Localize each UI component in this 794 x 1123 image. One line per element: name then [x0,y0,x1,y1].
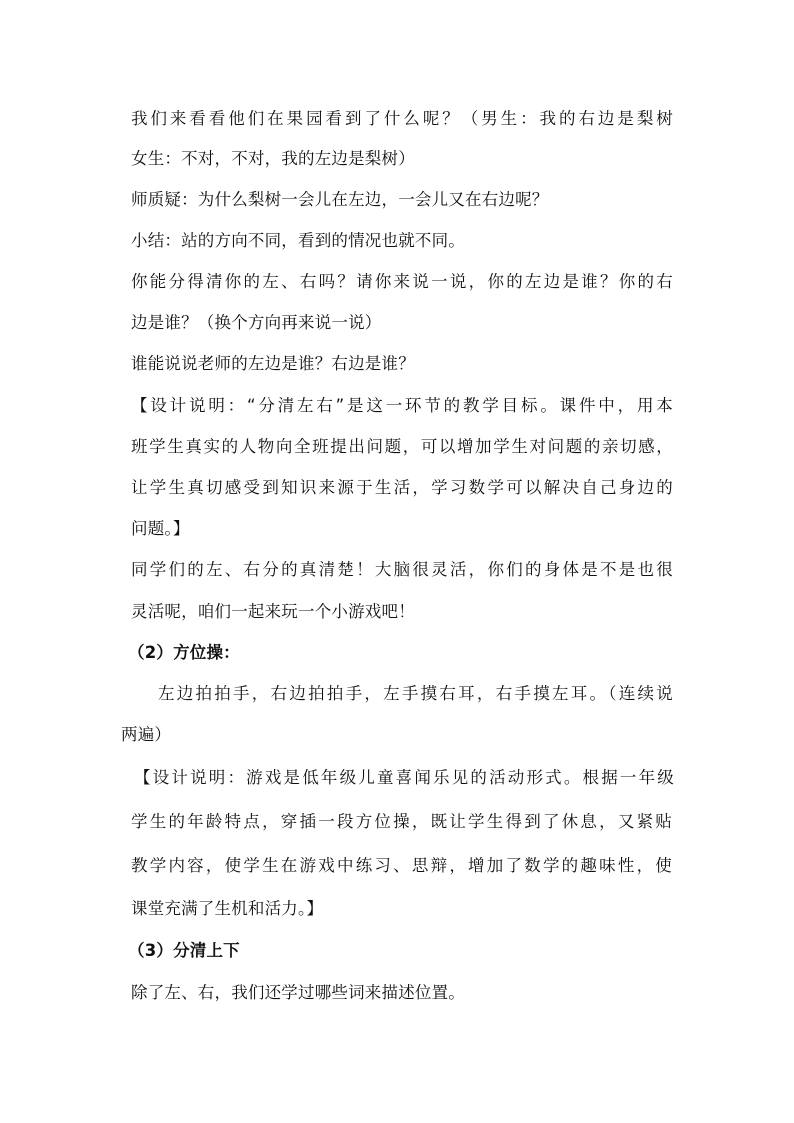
design-note-line: 教学内容，使学生在游戏中练习、思辩，增加了数学的趣味性，使 [131,856,672,875]
design-note-line: 问题。】 [131,519,190,538]
text-line: 师质疑：为什么梨树一会儿在左边，一会儿又在右边呢？ [131,190,549,209]
text-line: 左边拍拍手，右边拍拍手，左手摸右耳，右手摸左耳。（连续说 [158,684,673,703]
text-line: 除了左、右，我们还学过哪些词来描述位置。 [131,983,465,1002]
text-line: 你能分得清你的左、右吗？请你来说一说，你的左边是谁？你的右 [131,272,673,291]
text-line: 小结：站的方向不同，看到的情况也就不同。 [131,231,465,250]
design-note-line: 学生的年龄特点，穿插一段方位操，既让学生得到了休息，又紧贴 [131,812,672,831]
design-note-line: 【设计说明：游戏是低年级儿童喜闻乐见的活动形式。根据一年级 [134,768,674,787]
text-line: 我们来看看他们在果园看到了什么呢？（男生：我的右边是梨树 [131,109,673,128]
text-line: 边是谁？（换个方向再来说一说） [131,313,382,332]
text-line: 同学们的左、右分的真清楚！大脑很灵活，你们的身体是不是也很 [131,560,673,579]
section-heading: （3）分清上下 [128,941,240,960]
text-line: 谁能说说老师的左边是谁？右边是谁？ [131,354,415,373]
design-note-line: 课堂充满了生机和活力。】 [131,899,324,918]
section-heading: （2）方位操： [128,643,240,662]
design-note-line: 【设计说明：“分清左右”是这一环节的教学目标。课件中，用本 [131,396,673,415]
text-line: 灵活呢，咱们一起来玩一个小游戏吧！ [131,602,415,621]
text-line: 女生：不对，不对，我的左边是梨树） [131,149,415,168]
design-note-line: 班学生真实的人物向全班提出问题，可以增加学生对问题的亲切感， [131,437,673,456]
design-note-line: 让学生真切感受到知识来源于生活，学习数学可以解决自己身边的 [131,478,673,497]
text-line: 两遍） [121,725,172,744]
